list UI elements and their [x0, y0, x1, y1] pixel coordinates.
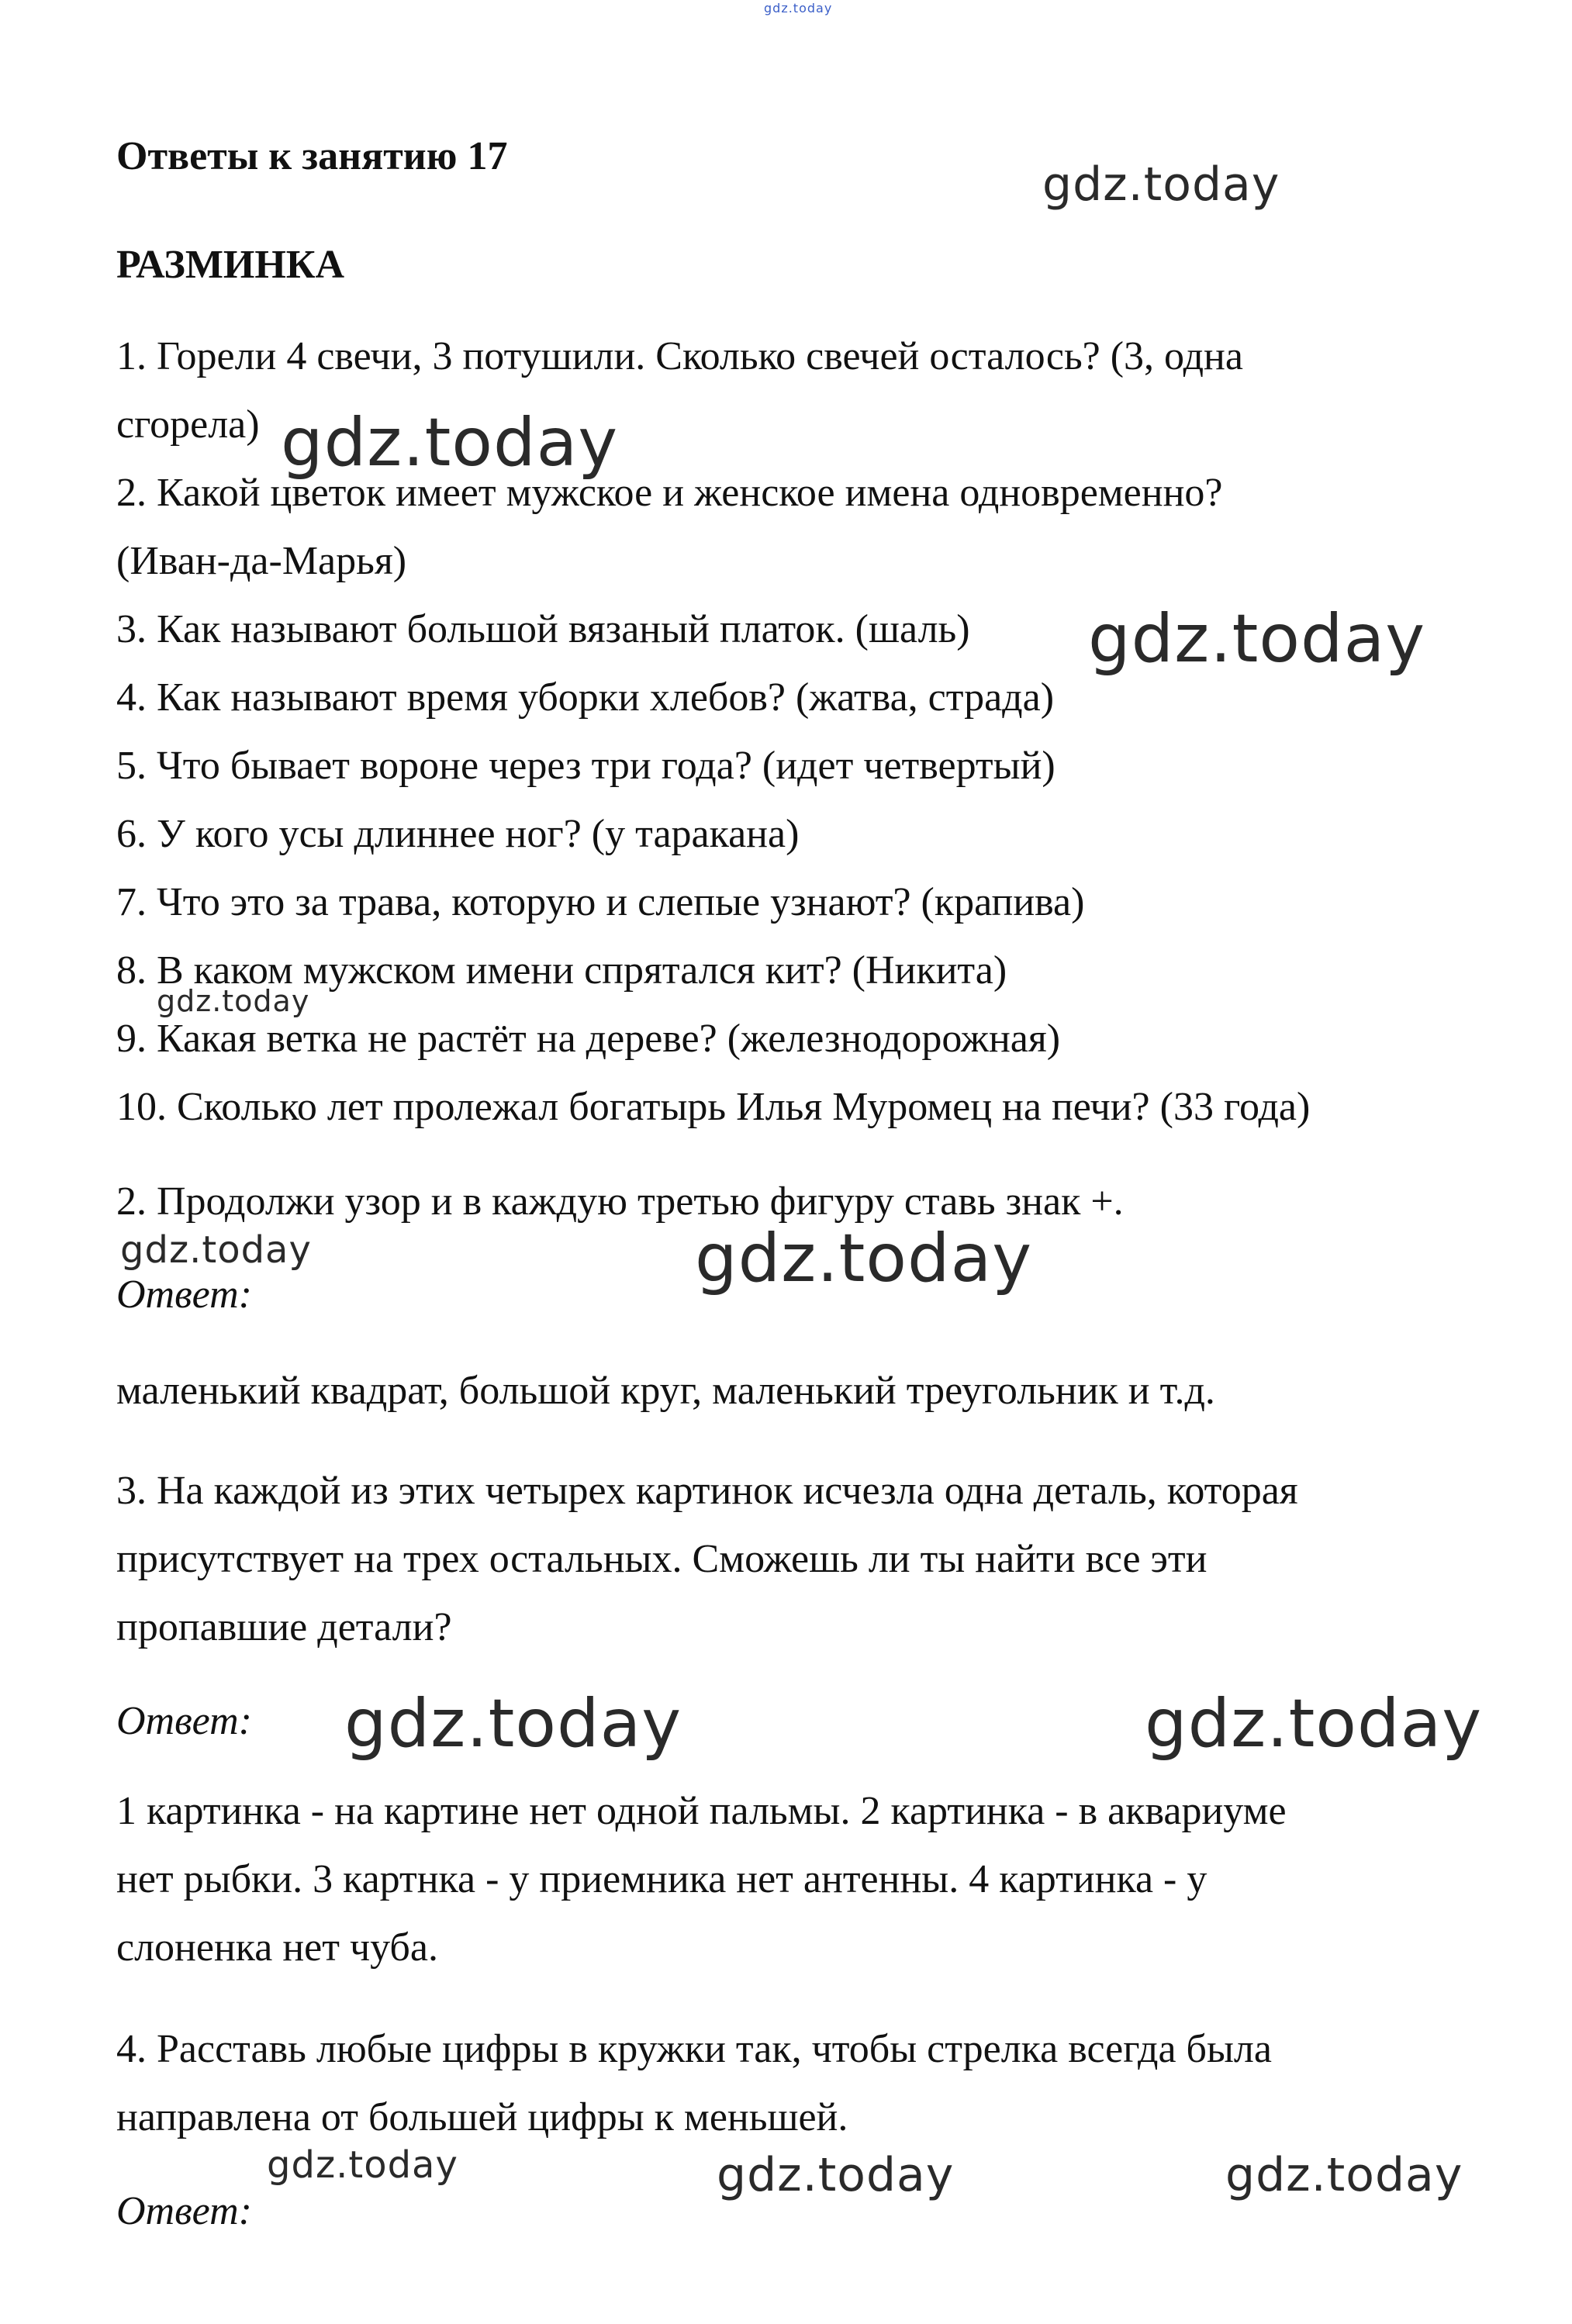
task-3-answer: слоненка нет чуба. — [116, 1925, 438, 1970]
answer-label: Ответ: — [116, 2189, 252, 2233]
document-title: Ответы к занятию 17 — [116, 134, 508, 178]
text-line: 8. В каком мужском имени спрятался кит? (Никита) — [116, 948, 1007, 993]
watermark: gdz.today — [1225, 2148, 1463, 2202]
text-line: 5. Что бывает вороне через три года? (идет четвертый) — [116, 744, 1055, 788]
watermark: gdz.today — [344, 1685, 682, 1763]
watermark: gdz.today — [1088, 600, 1426, 678]
task-3-prompt: пропавшие детали? — [116, 1605, 452, 1649]
task-3-prompt: присутствует на трех остальных. Сможешь ли ты найти все эти — [116, 1537, 1208, 1581]
task-4-prompt: 4. Расставь любые цифры в кружки так, чтобы стрелка всегда была — [116, 2027, 1272, 2071]
text-line: 4. Как называют время уборки хлебов? (жатва, страда) — [116, 675, 1055, 720]
task-2-answer: маленький квадрат, большой круг, маленький треугольник и т.д. — [116, 1369, 1215, 1413]
task-2-prompt: 2. Продолжи узор и в каждую третью фигуру ставь знак +. — [116, 1179, 1124, 1224]
watermark: gdz.today — [120, 1228, 312, 1272]
watermark: gdz.today — [695, 1220, 1033, 1297]
watermark: gdz.today — [1145, 1685, 1483, 1763]
watermark: gdz.today — [717, 2148, 955, 2202]
watermark: gdz.today — [281, 404, 619, 482]
watermark: gdz.today — [157, 984, 310, 1018]
text-line: 9. Какая ветка не растёт на дереве? (железнодорожная) — [116, 1017, 1061, 1061]
task-3-answer: 1 картинка - на картине нет одной пальмы. 2 картинка - в аквариуме — [116, 1789, 1287, 1833]
task-3-answer: нет рыбки. 3 картнка - у приемника нет антенны. 4 картинка - у — [116, 1857, 1208, 1901]
answer-label: Ответ: — [116, 1273, 252, 1317]
task-4-prompt: направлена от большей цифры к меньшей. — [116, 2095, 848, 2139]
text-line: 3. Как называют большой вязаный платок. (шаль) — [116, 607, 970, 651]
watermark: gdz.today — [1042, 157, 1280, 212]
text-line: 7. Что это за трава, которую и слепые узнают? (крапива) — [116, 880, 1085, 924]
text-line: 1. Горели 4 свечи, 3 потушили. Сколько свечей осталось? (3, одна — [116, 334, 1243, 378]
text-line: (Иван-да-Марья) — [116, 539, 407, 583]
text-line: 2. Какой цветок имеет мужское и женское имена одновременно? — [116, 471, 1223, 515]
task-3-prompt: 3. На каждой из этих четырех картинок исчезла одна деталь, которая — [116, 1469, 1298, 1513]
watermark-header: gdz.today — [764, 1, 833, 16]
text-line: 10. Сколько лет пролежал богатырь Илья Муромец на печи? (33 года) — [116, 1085, 1311, 1129]
answer-label: Ответ: — [116, 1699, 252, 1743]
text-line: сгорела) — [116, 402, 260, 447]
watermark: gdz.today — [267, 2143, 458, 2187]
section-heading: РАЗМИНКА — [116, 243, 345, 287]
text-line: 6. У кого усы длиннее ног? (у таракана) — [116, 812, 800, 856]
